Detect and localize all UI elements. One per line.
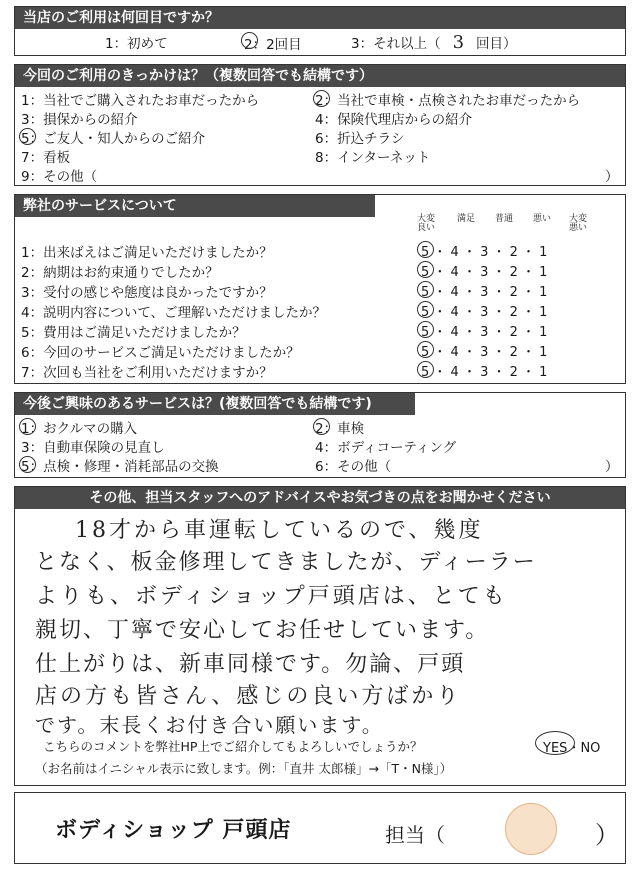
consent-yes[interactable]: YES (543, 741, 568, 756)
hand-comment-line-2: となく、板金修理してきましたが、ディーラー (35, 550, 537, 575)
hand-circle-2 (313, 90, 330, 107)
hand-circle-r2 (417, 261, 434, 278)
hand-circle-yes (535, 731, 575, 755)
hand-comment-line-6: 店の方も皆さん、感じの良い方ばかり (35, 684, 462, 709)
visits-section (14, 6, 626, 56)
service-section (14, 194, 626, 384)
rating-scale-5[interactable]: 5 ・ 4 ・ 3 ・ 2 ・ 1 (421, 325, 548, 340)
hand-visit-count: 3 (452, 32, 465, 53)
scale-label-2: 悪い (532, 214, 551, 224)
interest-section (14, 392, 626, 478)
hand-circle-5 (19, 128, 36, 145)
hand-circle-r7 (417, 361, 434, 378)
scale-label-1: 大変悪い (568, 214, 587, 233)
scale-label-5: 大変良い (416, 214, 435, 233)
hand-circle-i1 (19, 418, 36, 435)
interest-item-1[interactable]: 1：おクルマの購入 (21, 421, 138, 437)
comments-section (14, 486, 626, 786)
visit-option-1[interactable]: 1：初めて (105, 36, 168, 52)
service-q4: 4：説明内容について、ご理解いただけましたか？ (21, 305, 327, 321)
hand-comment-line-5: 仕上がりは、新車同様です。勿論、戸頭 (35, 652, 466, 677)
interest-item-4[interactable]: 4：ボディコーティング (315, 440, 457, 456)
service-q5: 5：費用はご満足いただけましたか？ (21, 325, 246, 341)
visits-header: 当店のご利用は何回目ですか？ (15, 7, 625, 29)
footer-box (14, 792, 626, 864)
selected-mark (241, 32, 258, 49)
rating-scale-3[interactable]: 5 ・ 4 ・ 3 ・ 2 ・ 1 (421, 285, 548, 300)
scale-label-3: 普通 (494, 214, 513, 224)
staff-label: 担当（ (385, 823, 445, 847)
interest-item-6[interactable]: 6：その他（ (315, 459, 392, 475)
hand-circle-i5 (19, 456, 36, 473)
trigger-item-2[interactable]: 2：当社で車検・点検されたお車だったから (315, 93, 581, 109)
hand-comment-line-1: 18才から車運転しているので、幾度 (75, 518, 484, 543)
service-q3: 3：受付の感じや態度は良かったですか？ (21, 285, 273, 301)
service-q2: 2：納期はお約束通りでしたか？ (21, 265, 219, 281)
shop-name: ボディショップ 戸頭店 (55, 818, 292, 843)
hand-circle-r6 (417, 341, 434, 358)
trigger-section (14, 64, 626, 186)
trigger-item-3[interactable]: 3：損保からの紹介 (21, 112, 138, 128)
hand-circle-i2 (313, 418, 330, 435)
hand-circle-r1 (417, 241, 434, 258)
trigger-item-4[interactable]: 4：保険代理店からの紹介 (315, 112, 473, 128)
rating-scale-6[interactable]: 5 ・ 4 ・ 3 ・ 2 ・ 1 (421, 345, 548, 360)
initials-note: （お名前はイニシャル表示に致します。例：「直井 太郎様」→「T・N様」） (35, 761, 453, 776)
trigger-item-5[interactable]: 5：ご友人・知人からのご紹介 (21, 131, 206, 147)
trigger-item-8[interactable]: 8：インターネット (315, 150, 431, 166)
interest-item-2[interactable]: 2：車検 (315, 421, 365, 437)
staff-stamp (505, 803, 557, 855)
trigger-header: 今回のご利用のきっかけは？（複数回答でも結構です） (15, 65, 625, 87)
visit-option-2[interactable]: 2：2回目 (243, 32, 302, 53)
rating-scale-1[interactable]: 5 ・ 4 ・ 3 ・ 2 ・ 1 (421, 245, 548, 260)
hand-circle-r3 (417, 281, 434, 298)
hand-comment-line-7: です。末長くお付き合い願います。 (35, 713, 384, 737)
rating-scale-4[interactable]: 5 ・ 4 ・ 3 ・ 2 ・ 1 (421, 305, 548, 320)
comments-header: その他、担当スタッフへのアドバイスやお気づきの点をお聞かせください (15, 487, 625, 509)
rating-scale-2[interactable]: 5 ・ 4 ・ 3 ・ 2 ・ 1 (421, 265, 548, 280)
hand-circle-r5 (417, 321, 434, 338)
scale-label-4: 満足 (456, 214, 475, 224)
interest-header: 今後ご興味のあるサービスは？(複数回答でも結構です) (15, 393, 415, 415)
service-header: 弊社のサービスについて (15, 195, 375, 217)
trigger-item-9-close: ） (605, 169, 619, 185)
consent-no[interactable]: NO (580, 741, 601, 756)
interest-item-3[interactable]: 3：自動車保険の見直し (21, 440, 165, 456)
interest-item-5[interactable]: 5：点検・修理・消耗部品の交換 (21, 459, 219, 475)
staff-close: ） (595, 821, 619, 849)
hand-comment-line-4: 親切、丁寧で安心してお任せしています。 (35, 618, 490, 643)
consent-question: こちらのコメントを弊社HP上でご紹介してもよろしいでしょうか？ (43, 739, 423, 754)
service-q1: 1：出来ばえはご満足いただけましたか？ (21, 245, 273, 261)
trigger-item-7[interactable]: 7：看板 (21, 150, 71, 166)
trigger-item-1[interactable]: 1：当社でご購入されたお車だったから (21, 93, 260, 109)
hand-comment-line-3: よりも、ボディショップ戸頭店は、とても (35, 584, 508, 609)
service-q6: 6：今回のサービスご満足いただけましたか？ (21, 345, 300, 361)
trigger-item-6[interactable]: 6：折込チラシ (315, 131, 405, 147)
interest-item-6-close: ） (605, 459, 619, 475)
hand-circle-r4 (417, 301, 434, 318)
visit-option-3[interactable]: 3：それ以上（ 3 回目） (351, 32, 517, 53)
trigger-item-9[interactable]: 9：その他（ (21, 169, 98, 185)
service-q7: 7：次回も当社をご利用いただけますか？ (21, 365, 273, 381)
rating-scale-7[interactable]: 5 ・ 4 ・ 3 ・ 2 ・ 1 (421, 365, 548, 380)
consent-separator: ・ (567, 741, 581, 756)
